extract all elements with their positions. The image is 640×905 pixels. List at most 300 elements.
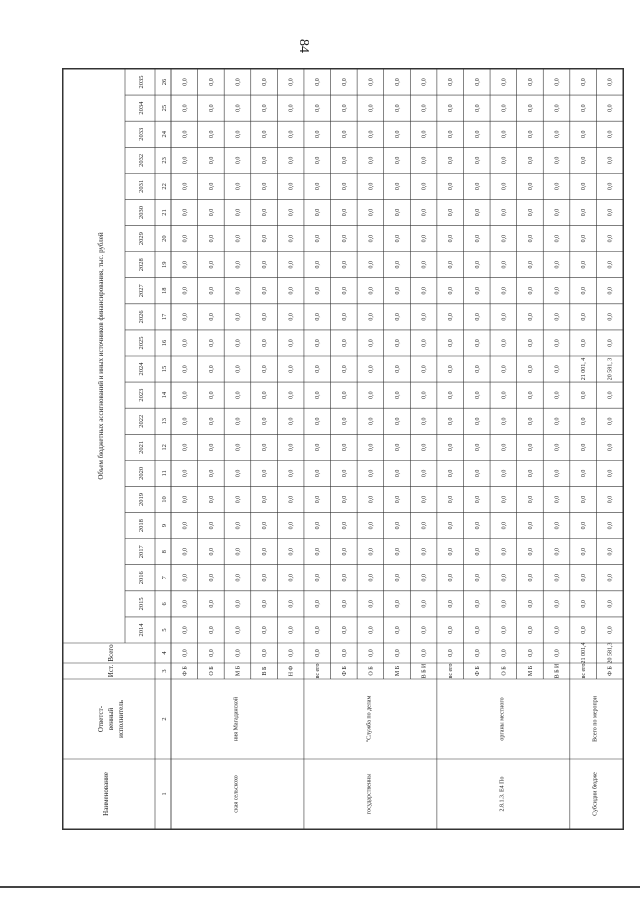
year-cell: 0,0: [527, 313, 534, 321]
year-cell: 0,0: [315, 521, 322, 530]
year-cell: 0,0: [182, 234, 189, 243]
column-number: 18: [161, 287, 168, 295]
year-cell: 0,0: [208, 365, 215, 373]
year-cell: 0,0: [395, 547, 401, 556]
year-cell: 0,0: [288, 391, 295, 399]
column-number: 26: [161, 78, 168, 86]
year-cell: 0,0: [607, 626, 614, 634]
year-cell: 0,0: [262, 626, 269, 634]
header-funding-title: Объем бюджетных ассигнований и иных источников финансирования, тыс. рублей: [97, 232, 105, 480]
year-cell: 0,0: [182, 547, 189, 556]
year-cell: 0,0: [208, 234, 215, 243]
year-cell: 0,0: [288, 626, 295, 634]
year-cell: 0,0: [421, 391, 428, 399]
row-total: 20 581,3: [607, 642, 614, 664]
year-header: 2028: [138, 258, 145, 272]
table-grid: [63, 69, 623, 829]
year-cell: 0,0: [474, 469, 481, 478]
year-cell: 0,0: [315, 182, 322, 191]
year-cell: 0,0: [208, 547, 215, 556]
year-cell: 0,0: [235, 391, 242, 399]
year-cell: 0,0: [581, 260, 588, 269]
year-cell: 0,0: [395, 339, 401, 347]
row-total: 0,0: [341, 649, 348, 657]
year-cell: 0,0: [341, 208, 348, 217]
year-cell: 0,0: [368, 574, 375, 582]
year-cell: 0,0: [501, 417, 508, 425]
row-source: М Б: [235, 665, 242, 677]
year-cell: 0,0: [341, 495, 348, 504]
year-cell: 0,0: [448, 234, 455, 243]
year-cell: 0,0: [581, 339, 588, 347]
year-cell: 0,0: [262, 469, 269, 478]
year-cell: 0,0: [341, 260, 348, 269]
column-number: 2: [161, 717, 168, 721]
year-cell: 21 001, 4: [581, 357, 588, 381]
column-number: 1: [161, 792, 168, 796]
year-cell: 0,0: [341, 104, 348, 112]
year-cell: 0,0: [581, 234, 588, 243]
year-cell: 0,0: [288, 417, 295, 425]
year-cell: 0,0: [448, 339, 455, 347]
row-source: Ф Б: [182, 666, 189, 676]
year-cell: 0,0: [182, 104, 189, 112]
year-cell: 0,0: [474, 78, 481, 86]
year-cell: 0,0: [607, 287, 614, 295]
year-cell: 0,0: [262, 78, 269, 86]
year-cell: 0,0: [288, 600, 295, 608]
year-cell: 0,0: [395, 78, 401, 86]
year-cell: 0,0: [581, 208, 588, 217]
year-cell: 0,0: [262, 339, 269, 347]
year-cell: 0,0: [527, 182, 534, 191]
year-header: 2027: [138, 284, 145, 298]
year-cell: 0,0: [235, 339, 242, 347]
year-cell: 0,0: [501, 365, 508, 373]
year-cell: 0,0: [315, 208, 322, 217]
year-cell: 0,0: [421, 365, 428, 373]
row-total: 21 001,4: [581, 642, 588, 664]
year-cell: 0,0: [208, 574, 215, 582]
year-cell: 0,0: [182, 574, 189, 582]
year-cell: 0,0: [581, 156, 588, 165]
row-total: 0,0: [368, 649, 375, 657]
year-cell: 0,0: [341, 417, 348, 425]
year-cell: 0,0: [448, 156, 455, 165]
year-cell: 0,0: [501, 547, 508, 556]
year-cell: 0,0: [368, 78, 375, 86]
year-cell: 0,0: [474, 495, 481, 504]
year-cell: 0,0: [421, 78, 428, 86]
year-header: 2035: [138, 75, 145, 89]
row-total: 0,0: [315, 649, 322, 657]
header-total: Всего: [107, 644, 115, 662]
year-cell: 0,0: [288, 104, 295, 112]
year-cell: 0,0: [554, 495, 561, 504]
year-cell: 0,0: [262, 495, 269, 504]
header-responsible: Ответст-: [97, 705, 105, 733]
year-cell: 0,0: [607, 260, 614, 269]
year-cell: 0,0: [448, 208, 455, 217]
year-cell: 0,0: [501, 182, 508, 191]
page-number: 84: [296, 39, 311, 53]
year-cell: 0,0: [581, 521, 588, 530]
year-cell: 0,0: [395, 443, 401, 452]
year-cell: 0,0: [315, 417, 322, 425]
row-source: В Б И: [554, 663, 561, 679]
year-cell: 0,0: [341, 156, 348, 165]
year-cell: 0,0: [607, 104, 614, 112]
year-cell: 0,0: [501, 208, 508, 217]
year-cell: 0,0: [341, 469, 348, 478]
year-cell: 0,0: [554, 574, 561, 582]
year-cell: 0,0: [315, 600, 322, 608]
year-cell: 0,0: [262, 208, 269, 217]
year-cell: 0,0: [341, 130, 348, 138]
year-cell: 0,0: [395, 234, 401, 243]
year-cell: 0,0: [235, 365, 242, 373]
year-cell: 0,0: [421, 547, 428, 556]
year-cell: 0,0: [315, 574, 322, 582]
year-cell: 0,0: [368, 391, 375, 399]
year-cell: 0,0: [421, 600, 428, 608]
block-name: 2.8.1.3. Е4 По: [499, 776, 506, 812]
header-source: Ист.: [107, 664, 115, 678]
year-cell: 0,0: [341, 521, 348, 530]
year-cell: 0,0: [501, 78, 508, 86]
year-cell: 0,0: [474, 260, 481, 269]
year-cell: 0,0: [288, 234, 295, 243]
block-responsible: органы местного: [499, 697, 506, 741]
year-cell: 0,0: [341, 182, 348, 191]
year-cell: 0,0: [395, 130, 401, 138]
year-cell: 0,0: [288, 469, 295, 478]
year-cell: 0,0: [368, 443, 375, 452]
year-cell: 0,0: [235, 521, 242, 530]
year-cell: 0,0: [581, 78, 588, 86]
year-cell: 0,0: [474, 339, 481, 347]
year-cell: 0,0: [554, 260, 561, 269]
header-responsible: исполнитель: [117, 700, 125, 738]
year-cell: 0,0: [368, 313, 375, 321]
year-cell: 0,0: [262, 391, 269, 399]
column-number: 25: [161, 104, 168, 112]
year-cell: 0,0: [527, 600, 534, 608]
column-number: 4: [161, 651, 168, 655]
year-cell: 0,0: [607, 443, 614, 452]
year-cell: 0,0: [341, 78, 348, 86]
year-cell: 0,0: [262, 443, 269, 452]
column-number: 17: [161, 313, 168, 321]
year-cell: 0,0: [448, 574, 455, 582]
year-cell: 0,0: [448, 182, 455, 191]
year-cell: 0,0: [368, 626, 375, 634]
year-cell: 0,0: [368, 547, 375, 556]
year-cell: 0,0: [288, 130, 295, 138]
year-cell: 0,0: [208, 495, 215, 504]
year-cell: 0,0: [554, 104, 561, 112]
year-cell: 0,0: [527, 156, 534, 165]
year-cell: 0,0: [527, 443, 534, 452]
year-cell: 0,0: [474, 417, 481, 425]
row-source: вс его: [448, 663, 455, 679]
year-cell: 0,0: [341, 313, 348, 321]
row-total: 0,0: [235, 649, 242, 657]
year-cell: 0,0: [182, 313, 189, 321]
year-cell: 0,0: [395, 156, 401, 165]
year-cell: 0,0: [554, 469, 561, 478]
year-header: 2029: [138, 232, 145, 246]
year-cell: 0,0: [235, 208, 242, 217]
year-cell: 0,0: [527, 130, 534, 138]
year-cell: 0,0: [208, 443, 215, 452]
row-total: 0,0: [474, 649, 481, 657]
year-cell: 0,0: [182, 287, 189, 295]
year-cell: 0,0: [448, 313, 455, 321]
year-cell: 0,0: [368, 600, 375, 608]
year-cell: 0,0: [368, 417, 375, 425]
year-cell: 0,0: [474, 208, 481, 217]
year-cell: 0,0: [501, 313, 508, 321]
year-cell: 0,0: [554, 547, 561, 556]
year-cell: 0,0: [368, 495, 375, 504]
row-total: 0,0: [262, 649, 269, 657]
year-cell: 0,0: [182, 339, 189, 347]
row-source: В Б И: [421, 663, 428, 679]
year-cell: 0,0: [341, 626, 348, 634]
year-cell: 0,0: [607, 182, 614, 191]
year-cell: 0,0: [288, 495, 295, 504]
year-header: 2021: [138, 440, 145, 454]
year-cell: 0,0: [235, 78, 242, 86]
year-cell: 0,0: [235, 547, 242, 556]
year-cell: 0,0: [262, 313, 269, 321]
year-cell: 0,0: [208, 469, 215, 478]
year-cell: 0,0: [395, 287, 401, 295]
page-bottom-rule: [0, 886, 640, 888]
year-cell: 0,0: [501, 260, 508, 269]
year-cell: 0,0: [581, 313, 588, 321]
row-source: М Б: [395, 665, 401, 677]
year-cell: 0,0: [421, 208, 428, 217]
year-cell: 0,0: [421, 443, 428, 452]
year-cell: 0,0: [262, 130, 269, 138]
year-cell: 0,0: [368, 521, 375, 530]
year-cell: 0,0: [581, 391, 588, 399]
year-cell: 0,0: [341, 391, 348, 399]
year-cell: 0,0: [527, 469, 534, 478]
year-cell: 0,0: [315, 260, 322, 269]
year-cell: 0,0: [554, 391, 561, 399]
year-cell: 0,0: [182, 391, 189, 399]
row-source: Ф Б: [341, 666, 348, 676]
year-header: 2031: [138, 179, 145, 193]
year-cell: 0,0: [607, 208, 614, 217]
year-cell: 0,0: [474, 547, 481, 556]
year-cell: 0,0: [395, 391, 401, 399]
year-cell: 0,0: [235, 600, 242, 608]
year-cell: 0,0: [421, 521, 428, 530]
row-source: Н Ф: [288, 665, 295, 677]
year-cell: 0,0: [235, 182, 242, 191]
row-source: вс его: [315, 663, 322, 679]
year-cell: 0,0: [182, 78, 189, 86]
year-cell: 0,0: [315, 234, 322, 243]
year-cell: 0,0: [421, 626, 428, 634]
year-cell: 0,0: [501, 339, 508, 347]
year-cell: 0,0: [474, 104, 481, 112]
year-cell: 0,0: [581, 574, 588, 582]
year-header: 2015: [138, 597, 145, 611]
year-cell: 0,0: [395, 574, 401, 582]
year-cell: 0,0: [208, 313, 215, 321]
year-cell: 0,0: [527, 78, 534, 86]
year-cell: 0,0: [527, 365, 534, 373]
year-cell: 0,0: [235, 469, 242, 478]
year-cell: 0,0: [501, 574, 508, 582]
year-cell: 0,0: [421, 313, 428, 321]
row-source: О Б: [368, 666, 375, 676]
year-cell: 0,0: [235, 104, 242, 112]
year-cell: 0,0: [395, 104, 401, 112]
year-cell: 0,0: [315, 78, 322, 86]
block-responsible: ния Магаданской: [233, 696, 240, 742]
year-cell: 0,0: [341, 234, 348, 243]
year-cell: 0,0: [581, 495, 588, 504]
year-cell: 0,0: [421, 260, 428, 269]
year-cell: 0,0: [448, 391, 455, 399]
year-cell: 0,0: [501, 130, 508, 138]
year-cell: 0,0: [235, 260, 242, 269]
year-cell: 0,0: [182, 182, 189, 191]
year-cell: 0,0: [288, 313, 295, 321]
year-cell: 0,0: [395, 260, 401, 269]
year-cell: 0,0: [368, 339, 375, 347]
year-cell: 0,0: [581, 182, 588, 191]
year-cell: 0,0: [288, 574, 295, 582]
year-cell: 0,0: [607, 234, 614, 243]
year-cell: 0,0: [315, 313, 322, 321]
year-cell: 0,0: [581, 600, 588, 608]
year-cell: 0,0: [235, 495, 242, 504]
year-cell: 0,0: [421, 495, 428, 504]
year-cell: 0,0: [288, 182, 295, 191]
year-cell: 0,0: [182, 365, 189, 373]
block-name: ская сельскохо: [233, 775, 240, 813]
year-cell: 0,0: [474, 600, 481, 608]
year-cell: 0,0: [448, 469, 455, 478]
year-cell: 0,0: [474, 443, 481, 452]
year-cell: 0,0: [474, 574, 481, 582]
year-cell: 0,0: [341, 287, 348, 295]
year-cell: 0,0: [581, 626, 588, 634]
year-header: 2018: [138, 519, 145, 533]
year-cell: 0,0: [474, 130, 481, 138]
year-header: 2023: [138, 388, 145, 402]
year-cell: 0,0: [235, 234, 242, 243]
year-cell: 0,0: [527, 417, 534, 425]
column-number: 8: [161, 550, 168, 554]
year-cell: 0,0: [607, 78, 614, 86]
year-cell: 0,0: [208, 600, 215, 608]
year-cell: 0,0: [235, 287, 242, 295]
year-cell: 0,0: [421, 339, 428, 347]
year-cell: 0,0: [501, 495, 508, 504]
year-cell: 0,0: [368, 287, 375, 295]
year-cell: 0,0: [554, 130, 561, 138]
block-responsible: "Служба по делам: [366, 695, 373, 743]
row-total: 0,0: [395, 649, 401, 657]
column-number: 24: [161, 130, 168, 138]
row-total: 0,0: [501, 649, 508, 657]
year-cell: 0,0: [182, 208, 189, 217]
year-cell: 0,0: [288, 208, 295, 217]
year-cell: 0,0: [368, 156, 375, 165]
year-cell: 0,0: [421, 104, 428, 112]
year-cell: 0,0: [501, 469, 508, 478]
row-total: 0,0: [554, 649, 561, 657]
year-cell: 0,0: [208, 260, 215, 269]
year-cell: 0,0: [262, 365, 269, 373]
year-cell: 0,0: [448, 547, 455, 556]
row-total: 0,0: [448, 649, 455, 657]
year-cell: 0,0: [448, 626, 455, 634]
year-cell: 0,0: [554, 287, 561, 295]
block-name: государственны: [366, 773, 373, 815]
year-header: 2020: [138, 466, 145, 480]
year-cell: 0,0: [607, 391, 614, 399]
year-cell: 0,0: [395, 495, 401, 504]
year-cell: 0,0: [208, 521, 215, 530]
year-cell: 0,0: [235, 574, 242, 582]
year-cell: 0,0: [315, 365, 322, 373]
year-cell: 0,0: [368, 234, 375, 243]
row-total: 0,0: [208, 649, 215, 657]
year-cell: 0,0: [607, 600, 614, 608]
year-cell: 0,0: [607, 339, 614, 347]
year-cell: 0,0: [607, 547, 614, 556]
year-cell: 0,0: [262, 156, 269, 165]
row-source: О Б: [501, 666, 508, 676]
year-cell: 0,0: [395, 365, 401, 373]
year-cell: 0,0: [501, 287, 508, 295]
year-cell: 0,0: [474, 626, 481, 634]
year-cell: 0,0: [288, 339, 295, 347]
year-header: 2024: [138, 362, 145, 376]
block-responsible: Всего по меропри: [592, 696, 599, 742]
block-name: Субсидии бюдже: [592, 772, 599, 816]
year-cell: 0,0: [554, 443, 561, 452]
year-cell: 0,0: [607, 495, 614, 504]
year-cell: 0,0: [607, 313, 614, 321]
year-cell: 0,0: [182, 130, 189, 138]
year-cell: 0,0: [315, 104, 322, 112]
header-name: Наименование: [102, 772, 110, 816]
year-cell: 0,0: [235, 156, 242, 165]
year-cell: 0,0: [288, 365, 295, 373]
year-cell: 0,0: [527, 234, 534, 243]
year-cell: 0,0: [208, 287, 215, 295]
row-source: М Б: [527, 665, 534, 677]
year-cell: 0,0: [581, 417, 588, 425]
year-cell: 0,0: [581, 104, 588, 112]
year-cell: 0,0: [554, 521, 561, 530]
year-cell: 0,0: [315, 130, 322, 138]
year-cell: 0,0: [341, 574, 348, 582]
year-cell: 0,0: [474, 365, 481, 373]
year-cell: 0,0: [315, 391, 322, 399]
year-cell: 0,0: [474, 287, 481, 295]
